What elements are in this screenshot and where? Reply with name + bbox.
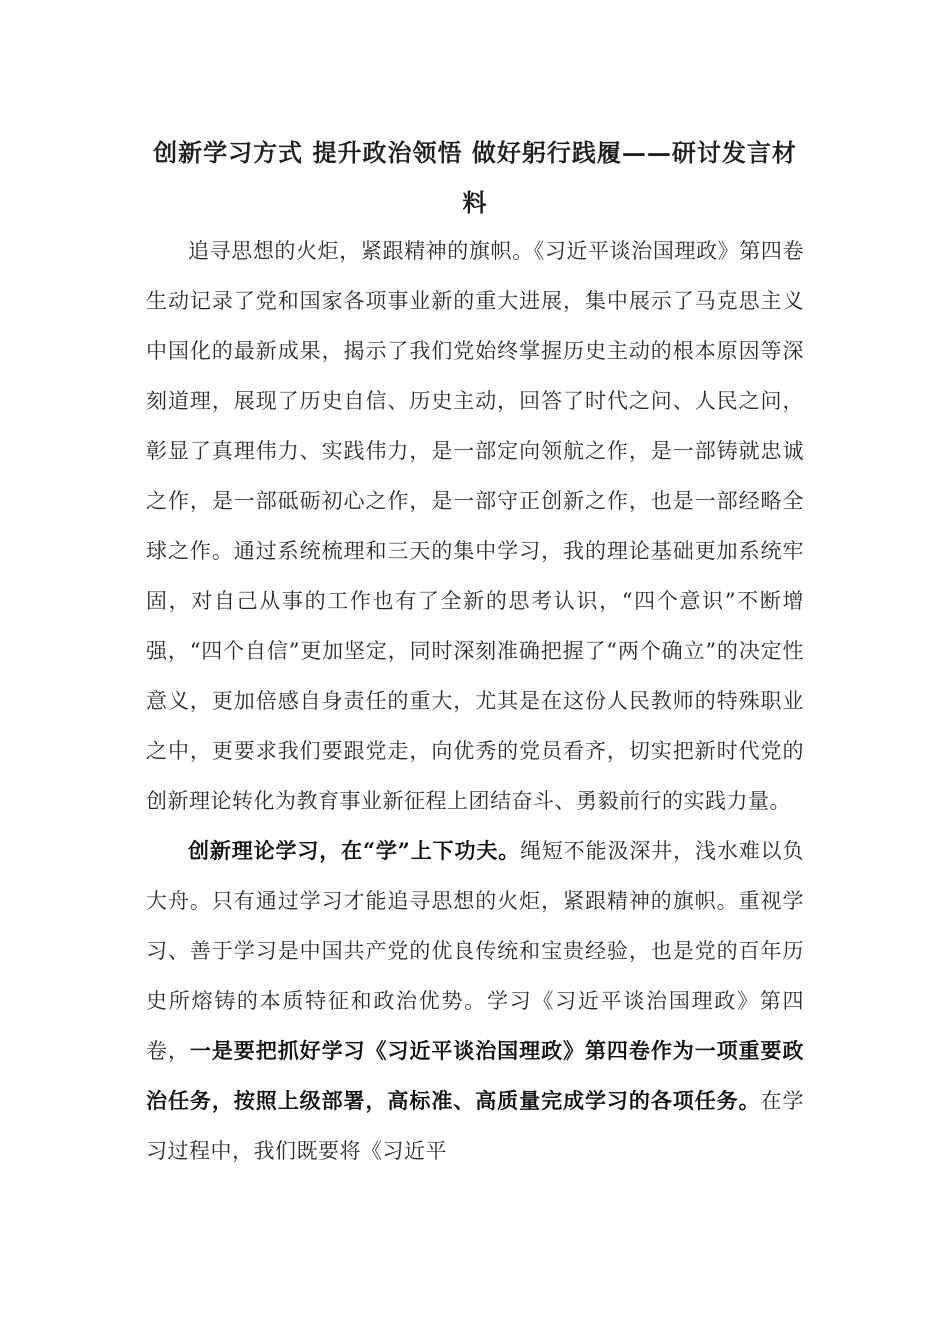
document-title: 创新学习方式 提升政治领悟 做好躬行践履——研讨发言材料 (153, 138, 797, 217)
paragraph-2-heading: 创新理论学习，在“学”上下功夫。 (188, 838, 521, 863)
paragraph-2-text: 绳短不能汲深井，浅水难以负大舟。只有通过学习才能追寻思想的火炬，紧跟精神的旗帜。重视学习、善于学习是中国共产党的优良传统和宝贵经验，也是党的百年历史所熔铸的本质特征和政治优势。学习《习近平谈治国理政》第四卷， (146, 839, 804, 1063)
paragraph-2-emphasis: 一是要把抓好学习《习近平谈治国理政》第四卷作为一项重要政治任务，按照上级部署，高标准、高质量完成学习的各项任务。 (146, 1038, 805, 1113)
paragraph-2-text-end: 在学习过程中，我们既要将《习近平 (146, 1089, 805, 1163)
document-body (146, 226, 804, 1176)
paragraph-1-text: 追寻思想的火炬，紧跟精神的旗帜。《习近平谈治国理政》第四卷生动记录了党和国家各项事业新的重大进展，集中展示了马克思主义中国化的最新成果，揭示了我们党始终掌握历史主动的根本原因等深刻道理，展现了历史自信、历史主动，回答了时代之问、人民之问，彰显了真理伟力、实践伟力，是一部定向领航之作，是一部铸就忠诚之作，是一部砥砺初心之作，是一部守正创新之作，也是一部经略全球之作。通过系统梳理和三天的集中学习，我的理论基础更加系统牢固，对自己从事的工作也有了全新的思考认识，“四个意识”不断增强，“四个自信”更加坚定，同时深刻准确把握了“两个确立”的决定性意义，更加倍感自身责任的重大，尤其是在这份人民教师的特殊职业之中，更要求我们要跟党走，向优秀的党员看齐，切实把新时代党的创新理论转化为教育事业新征程上团结奋斗、勇毅前行的实践力量。 (146, 239, 804, 813)
paragraph-1 (146, 226, 804, 826)
paragraph-2 (146, 826, 804, 1176)
